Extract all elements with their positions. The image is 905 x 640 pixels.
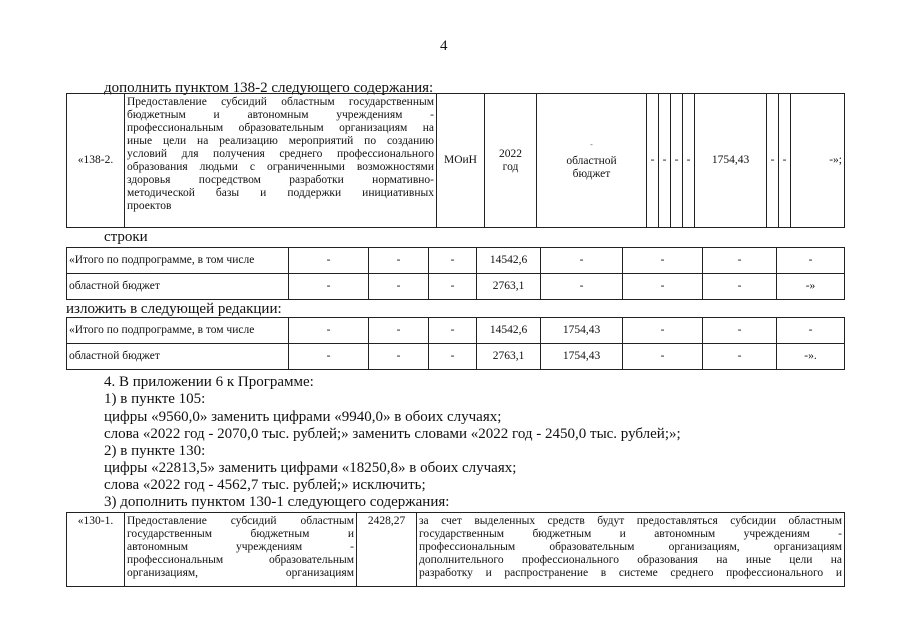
desc-line: иные цели на реализацию мероприятий по созданию xyxy=(127,135,434,147)
amount-cell: 1754,43 xyxy=(695,94,767,228)
desc-line: Предоставление субсидий областным xyxy=(127,515,354,527)
funding-source xyxy=(537,94,647,228)
desc-line: автономным учреждениям - xyxy=(127,541,354,553)
table-row xyxy=(67,513,845,587)
table-row xyxy=(67,274,845,300)
value-cell: - xyxy=(647,94,659,228)
table-row xyxy=(67,248,845,274)
year-line: год xyxy=(502,160,519,173)
value-cell: - xyxy=(767,94,779,228)
intro-138-2: дополнить пунктом 138-2 следующего содержания: xyxy=(104,80,434,96)
desc-line: методической базы и поддержки инициативных xyxy=(127,187,434,199)
label-lines: строки xyxy=(104,229,148,245)
value-cell: - xyxy=(541,274,623,300)
table-new-rows xyxy=(66,317,845,370)
item-description xyxy=(125,94,437,228)
item-number: «130-1. xyxy=(67,513,125,587)
source-line: бюджет xyxy=(572,167,611,180)
amount-cell: 2428,27 xyxy=(357,513,417,587)
paragraph: 3) дополнить пунктом 130-1 следующего содержания: xyxy=(104,494,450,510)
executor: МОиН xyxy=(437,94,485,228)
value-cell: 2763,1 xyxy=(477,274,541,300)
desc-line: Предоставление субсидий областным государственным xyxy=(127,96,434,108)
item-text xyxy=(417,513,845,587)
value-cell: - xyxy=(703,318,777,344)
paragraph: 4. В приложении 6 к Программе: xyxy=(104,374,314,390)
text-line: за счет выделенных средств будут предоставляться субсидии областным xyxy=(419,515,842,527)
value-cell: - xyxy=(369,248,429,274)
paragraph: 1) в пункте 105: xyxy=(104,391,206,407)
year-line: 2022 xyxy=(499,147,522,160)
value-cell: - xyxy=(623,274,703,300)
value-cell: - xyxy=(777,248,845,274)
value-cell: - xyxy=(289,248,369,274)
paragraph: слова «2022 год - 4562,7 тыс. рублей;» исключить; xyxy=(104,477,426,493)
row-label: «Итого по подпрограмме, в том числе xyxy=(67,318,289,344)
page-number: 4 xyxy=(440,38,448,54)
value-cell: - xyxy=(777,318,845,344)
value-cell: - xyxy=(623,248,703,274)
table-old-rows xyxy=(66,247,845,300)
text-line: профессиональным образовательным организациям, организациям xyxy=(419,541,842,553)
value-cell: - xyxy=(429,318,477,344)
value-cell: -»; xyxy=(791,94,845,228)
value-cell: - xyxy=(703,344,777,370)
value-cell: - xyxy=(703,274,777,300)
value-cell: - xyxy=(623,344,703,370)
paragraph: 2) в пункте 130: xyxy=(104,443,206,459)
value-cell: - xyxy=(659,94,671,228)
row-label: областной бюджет xyxy=(67,274,289,300)
year xyxy=(485,94,537,228)
value-cell: - xyxy=(369,318,429,344)
value-cell: - xyxy=(289,274,369,300)
row-label: «Итого по подпрограмме, в том числе xyxy=(67,248,289,274)
value-cell: - xyxy=(369,344,429,370)
value-cell: - xyxy=(429,274,477,300)
desc-line: образования людьми с ограниченными возможностями xyxy=(127,161,434,173)
value-cell: -». xyxy=(777,344,845,370)
text-line: разработку и распространение в системе среднего профессионального и xyxy=(419,567,842,579)
value-cell: - xyxy=(671,94,683,228)
value-cell: - xyxy=(429,344,477,370)
desc-line: государственным бюджетным и xyxy=(127,528,354,540)
paragraph: слова «2022 год - 2070,0 тыс. рублей;» заменить словами «2022 год - 2450,0 тыс. рублей;»; xyxy=(104,426,681,442)
value-cell: -» xyxy=(777,274,845,300)
item-number: «138-2. xyxy=(67,94,125,228)
value-cell: 1754,43 xyxy=(541,318,623,344)
desc-line: профессиональным образовательным организациям на xyxy=(127,122,434,134)
row-label: областной бюджет xyxy=(67,344,289,370)
value-cell: - xyxy=(779,94,791,228)
source-line: областной xyxy=(566,154,617,167)
value-cell: - xyxy=(683,94,695,228)
paragraph: цифры «22813,5» заменить цифрами «18250,8» в обоих случаях; xyxy=(104,460,517,476)
desc-line: профессиональным образовательным xyxy=(127,554,354,566)
text-line: государственным бюджетным и автономным учреждениям - xyxy=(419,528,842,540)
value-cell: 14542,6 xyxy=(477,318,541,344)
value-cell: 1754,43 xyxy=(541,344,623,370)
value-cell: - xyxy=(289,318,369,344)
item-description xyxy=(125,513,357,587)
value-cell: 2763,1 xyxy=(477,344,541,370)
label-new-edition: изложить в следующей редакции: xyxy=(66,301,282,317)
desc-line: условий для получения среднего профессионального xyxy=(127,148,434,160)
value-cell: - xyxy=(289,344,369,370)
desc-line: бюджетным и автономным учреждениям - xyxy=(127,109,434,121)
paragraph: цифры «9560,0» заменить цифрами «9940,0» в обоих случаях; xyxy=(104,409,502,425)
source-mark: - xyxy=(590,139,593,149)
value-cell: - xyxy=(703,248,777,274)
value-cell: 14542,6 xyxy=(477,248,541,274)
table-138-2 xyxy=(66,93,845,228)
text-line: дополнительного профессионального образования на иные цели на xyxy=(419,554,842,566)
table-row xyxy=(67,94,845,228)
desc-line: проектов xyxy=(127,200,172,212)
table-row xyxy=(67,318,845,344)
desc-line: здоровья посредством разработки нормативно- xyxy=(127,174,434,186)
value-cell: - xyxy=(623,318,703,344)
value-cell: - xyxy=(541,248,623,274)
value-cell: - xyxy=(429,248,477,274)
table-130-1 xyxy=(66,512,845,587)
table-row xyxy=(67,344,845,370)
value-cell: - xyxy=(369,274,429,300)
desc-line: организациям, организациям xyxy=(127,567,354,579)
